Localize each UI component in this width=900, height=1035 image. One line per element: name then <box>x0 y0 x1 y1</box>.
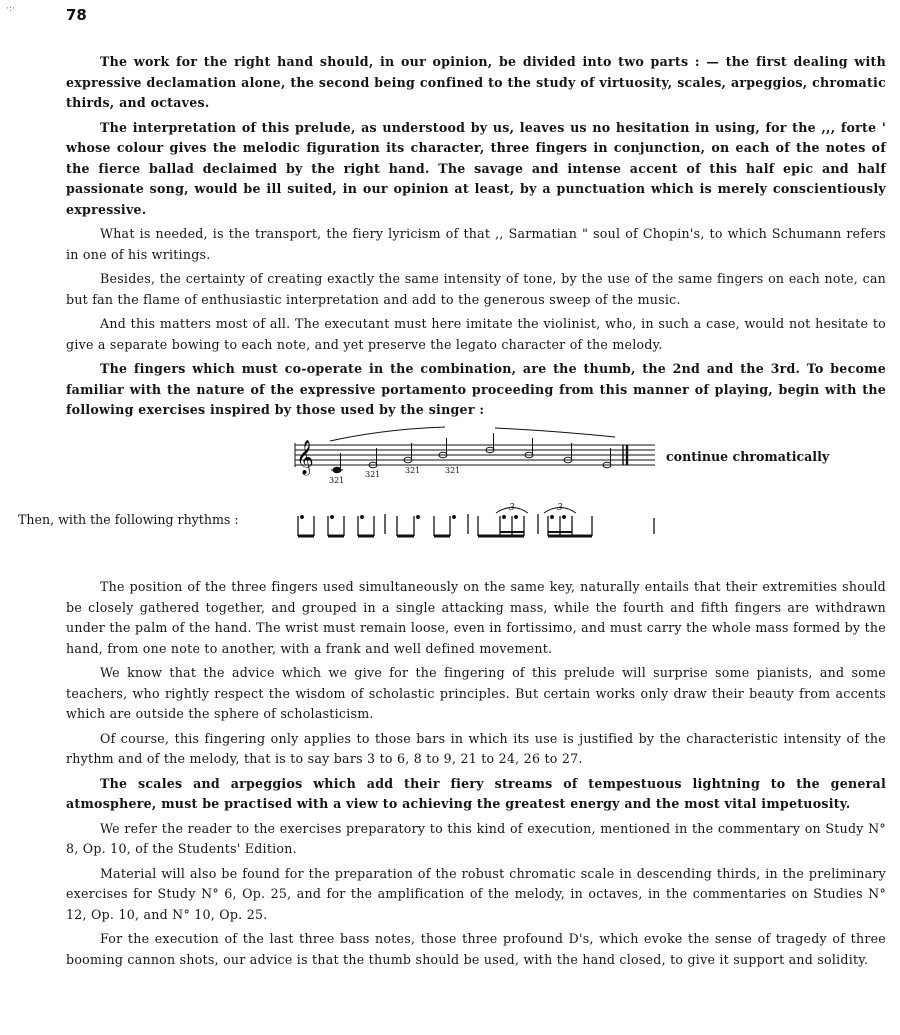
text-block-top <box>66 52 886 425</box>
fingering-label: 321 <box>405 466 421 475</box>
treble-clef-icon: 𝄞 <box>296 440 314 475</box>
rhythms-label: Then, with the following rhythms : <box>18 512 239 527</box>
paragraph: Of course, this fingering only applies to those bars in which its use is justified by the characteristic intensity of the rhythm and of the melody, that is to say bars 3 to 6, 8 to 9, 21 to 24, 26 to 27. <box>66 730 886 766</box>
triplet-mark: 3 <box>557 503 563 513</box>
paragraph: The fingers which must co-operate in the combination, are the thumb, the 2nd and the 3rd. To become familiar with the nature of the expressive portamento proceeding from this manner of playing, begin with the following exercises inspired by those used by the singer : <box>66 361 886 417</box>
scan-speck: ·:· <box>6 4 15 14</box>
paragraph: For the execution of the last three bass notes, those three profound D's, which evoke the sense of tragedy of three booming cannon shots, our advice is that the thumb should be used, with the hand closed, to give it support and solidity. <box>66 931 886 967</box>
paragraph: The interpretation of this prelude, as understood by us, leaves us no hesitation in using, for the ,,, forte ' whose colour gives the melodic figuration its character, three fingers in conjunction, on each of the notes of the fierce ballad declaimed by the right hand. The savage and intense accent of this half epic and half passionate song, would be ill suited, in our opinion at least, by a punctuation which is merely conscientiously expressive. <box>66 119 886 217</box>
fingering-label: 321 <box>365 470 381 479</box>
triplet-mark: 3 <box>509 503 515 513</box>
paragraph: The work for the right hand should, in our opinion, be divided into two parts : — the first dealing with expressive declamation alone, the second being confined to the study of virtuosity, scales, arpeggios, chromatic thirds, and octaves. <box>66 54 886 110</box>
paragraph: And this matters most of all. The executant must here imitate the violinist, who, in such a case, would not hesitate to give a separate bowing to each note, and yet preserve the legato character of the melody. <box>66 316 886 352</box>
page-number: 78 <box>66 6 87 24</box>
fingering-label: 321 <box>329 476 345 485</box>
paragraph: We refer the reader to the exercises preparatory to this kind of execution, mentioned in the commentary on Study N° 8, Op. 10, of the Students' Edition. <box>66 820 886 856</box>
rhythm-patterns <box>292 502 662 542</box>
paragraph: Besides, the certainty of creating exactly the same intensity of tone, by the use of the same fingers on each note, can but fan the flame of enthusiastic interpretation and add to the generous sweep of the music. <box>66 271 886 307</box>
paragraph: The scales and arpeggios which add their fiery streams of tempestuous lightning to the general atmosphere, must be practised with a view to achieving the greatest energy and the most vital impetuosity. <box>66 775 886 811</box>
text-block-bottom <box>66 577 886 974</box>
continue-chromatically-label: continue chromatically <box>666 449 830 464</box>
paragraph: We know that the advice which we give for the fingering of this prelude will surprise some pianists, and some teachers, who rightly respect the wisdom of scholastic principles. But certain works only draw their beauty from accents which are outside the sphere of scholasticism. <box>66 665 886 721</box>
paragraph: The position of the three fingers used simultaneously on the same key, naturally entails that their extremities should be closely gathered together, and grouped in a single attacking mass, while the fourth and fifth fingers are withdrawn under the palm of the hand. The wrist must remain loose, even in fortissimo, and must carry the whole mass formed by the hand, from one note to another, with a frank and well defined movement. <box>66 579 886 656</box>
paragraph: What is needed, is the transport, the fiery lyricism of that ,, Sarmatian " soul of Chopin's, to which Schumann refers in one of his writings. <box>66 226 886 262</box>
paragraph: Material will also be found for the preparation of the robust chromatic scale in descending thirds, in the preliminary exercises for Study N° 6, Op. 25, and for the amplification of the melody, in octaves, in the commentaries on Studies N° 12, Op. 10, and N° 10, Op. 25. <box>66 865 886 922</box>
music-example-staff <box>285 423 660 485</box>
fingering-label: 321 <box>445 466 461 475</box>
